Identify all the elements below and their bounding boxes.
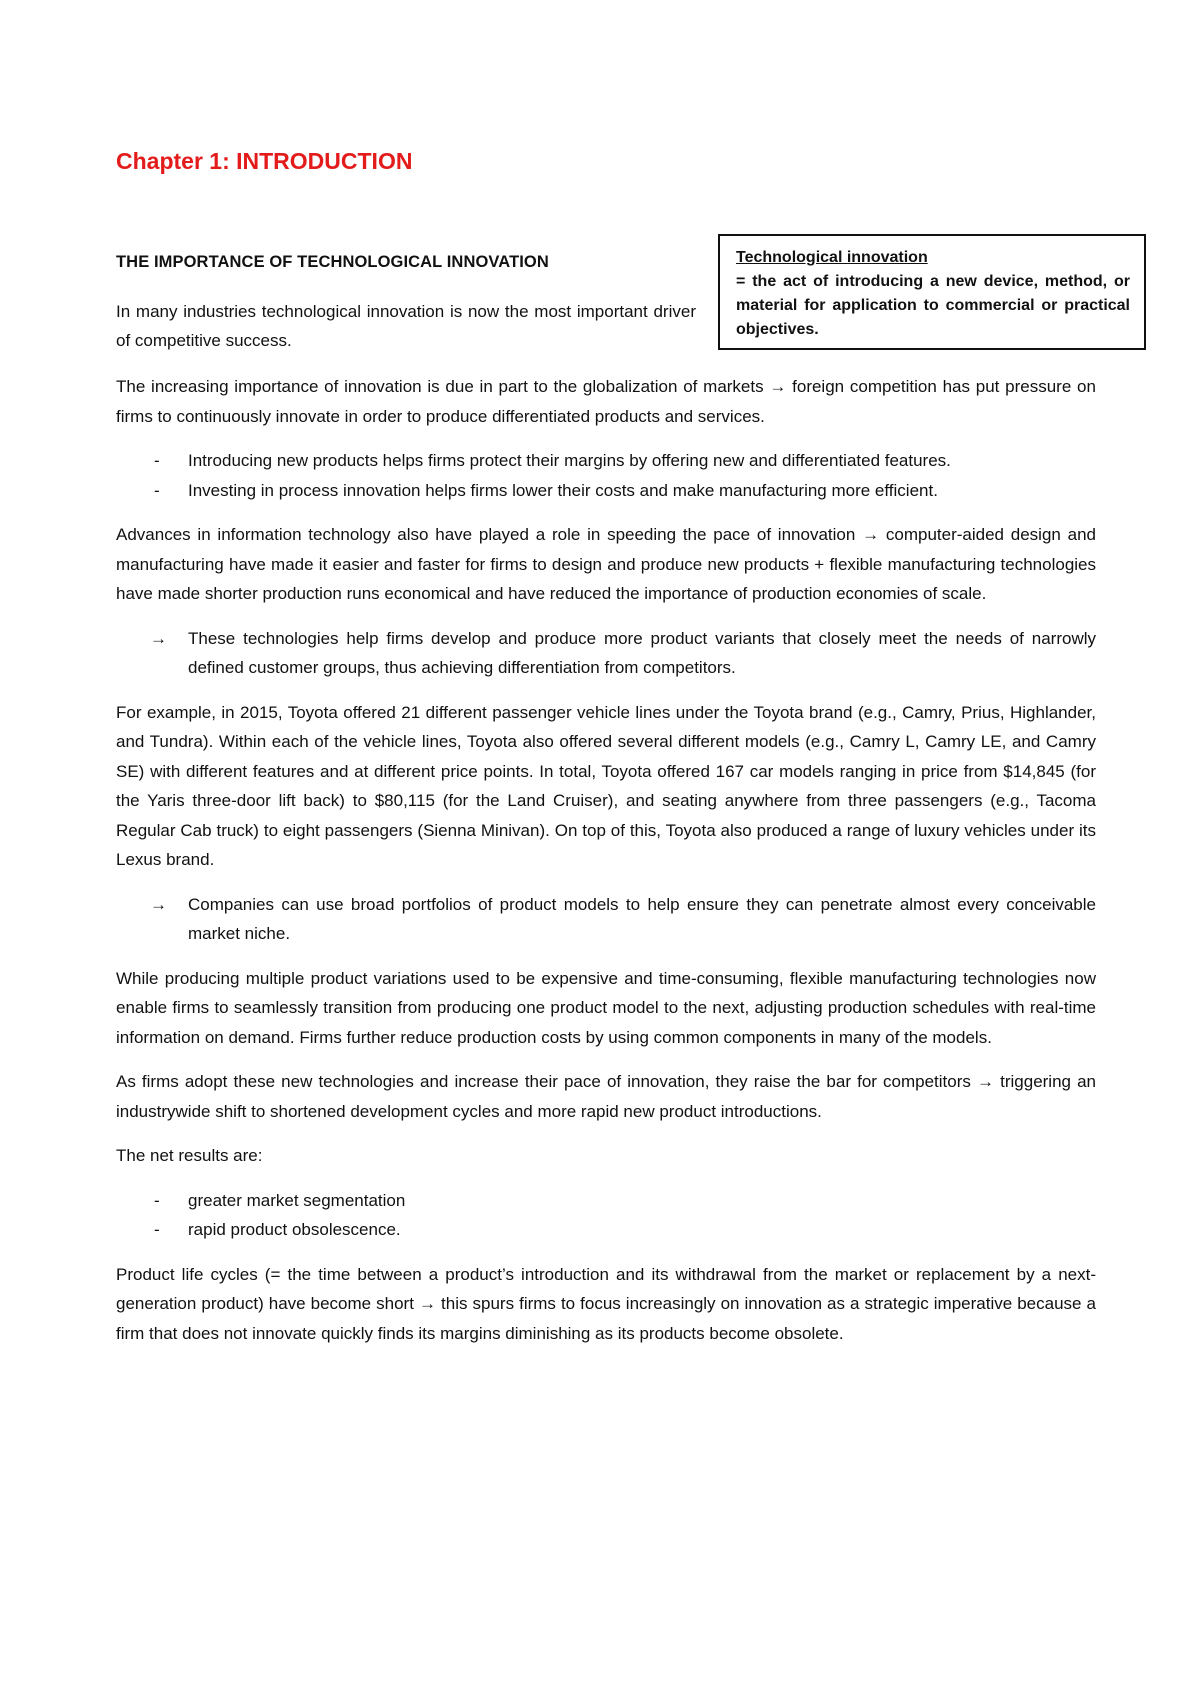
list-item-text: Investing in process innovation helps firms lower their costs and make manufacturing more efficient. [188,480,938,500]
right-arrow-icon: → [418,1294,436,1313]
arrow-point-text: These technologies help firms develop and produce more product variants that closely meet the needs of narrowly defined customer groups, thus achieving differentiation from competitors. [188,628,1096,677]
paragraph-lifecycle-part-1: Product life cycles (= the time between a product’s introduction and its withdrawal from the market or replacement by a next-generation product) have become short [116,1264,1096,1313]
paragraph-globalization-part-1: The increasing importance of innovation is due in part to the globalization of markets [116,377,764,396]
paragraph-it-part-1: Advances in information technology also have played a role in speeding the pace of innovation [116,525,856,544]
arrow-point-list [116,624,1096,683]
paragraph-information-technology [116,520,1096,609]
paragraph-innovation-pace [116,1067,1096,1126]
list-item [116,1186,1096,1216]
intro-paragraph: In many industries technological innovation is now the most important driver of competitive success. [116,302,696,350]
right-arrow-icon: → [150,628,167,648]
paragraph-lifecycle-part-2: this spurs firms to focus increasingly on innovation as a strategic imperative because a firm that does not innovate quickly finds its margins diminishing as its products become obsolete. [116,1294,1096,1343]
body-text [116,372,1096,1363]
paragraph-globalization-part-2: foreign competition has put pressure on firms to continuously innovate in order to produce differentiated products and services. [116,377,1096,426]
list-item [116,1215,1096,1245]
paragraph-it-part-2: computer-aided design and manufacturing have made it easier and faster for firms to design and produce new products + flexible manufacturing technologies have made shorter production runs economical and have reduced the importance of production economies of scale. [116,525,1097,603]
paragraph-product-life-cycles [116,1260,1096,1349]
dash-bullet: - [154,1190,160,1210]
paragraph-pace-part-1: As firms adopt these new technologies and increase their pace of innovation, they raise the bar for competitors [116,1072,971,1091]
paragraph-globalization [116,372,1096,431]
arrow-point-text: Companies can use broad portfolios of product models to help ensure they can penetrate almost every conceivable market niche. [188,894,1096,943]
right-arrow-icon: → [862,525,880,544]
paragraph-toyota-example: For example, in 2015, Toyota offered 21 different passenger vehicle lines under the Toyota brand (e.g., Camry, Prius, Highlander, and Tundra). Within each of the vehicle lines, Toyota also offered several different models (e.g., Camry L, Camry LE, and Camry SE) with different features and at different price points. In total, Toyota offered 167 car models ranging in price from $14,845 (for the Yaris three-door lift back) to $80,115 (for the Land Cruiser), and seating anywhere from three passengers (e.g., Tacoma Regular Cab truck) to eight passengers (Sienna Minivan). On top of this, Toyota also produced a range of luxury vehicles under its Lexus brand. [116,702,1096,869]
definition-box [718,234,1146,350]
arrow-point [116,624,1096,683]
definition-text: = the act of introducing a new device, method, or material for application to commercial or practical objectives. [736,273,1130,338]
paragraph-flexible-manufacturing: While producing multiple product variations used to be expensive and time-consuming, flexible manufacturing technologies now enable firms to seamlessly transition from producing one product model to the next, adjusting production schedules with real-time information on demand. Firms further reduce production costs by using common components in many of the models. [116,968,1096,1047]
right-arrow-icon: → [150,894,167,914]
list-item [116,476,1096,506]
dash-bullet: - [154,480,160,500]
innovation-benefits-list [116,446,1096,505]
paragraph-pace-part-2: triggering an industrywide shift to shortened development cycles and more rapid new product introductions. [116,1072,1097,1121]
list-item [116,446,1096,476]
right-arrow-icon: → [977,1072,995,1091]
paragraph-net-results: The net results are: [116,1146,263,1165]
arrow-point [116,890,1096,949]
list-item-text: rapid product obsolescence. [188,1220,401,1239]
definition-term: Technological innovation [736,249,928,266]
chapter-title: Chapter 1: INTRODUCTION [116,148,413,174]
list-item-text: Introducing new products helps firms protect their margins by offering new and differentiated features. [188,451,951,470]
right-arrow-icon: → [769,377,787,396]
net-results-list [116,1186,1096,1245]
section-heading: THE IMPORTANCE OF TECHNOLOGICAL INNOVATION [116,253,549,271]
arrow-point-list [116,890,1096,949]
dash-bullet: - [154,1220,160,1239]
list-item-text: greater market segmentation [188,1190,406,1210]
dash-bullet: - [154,451,160,470]
